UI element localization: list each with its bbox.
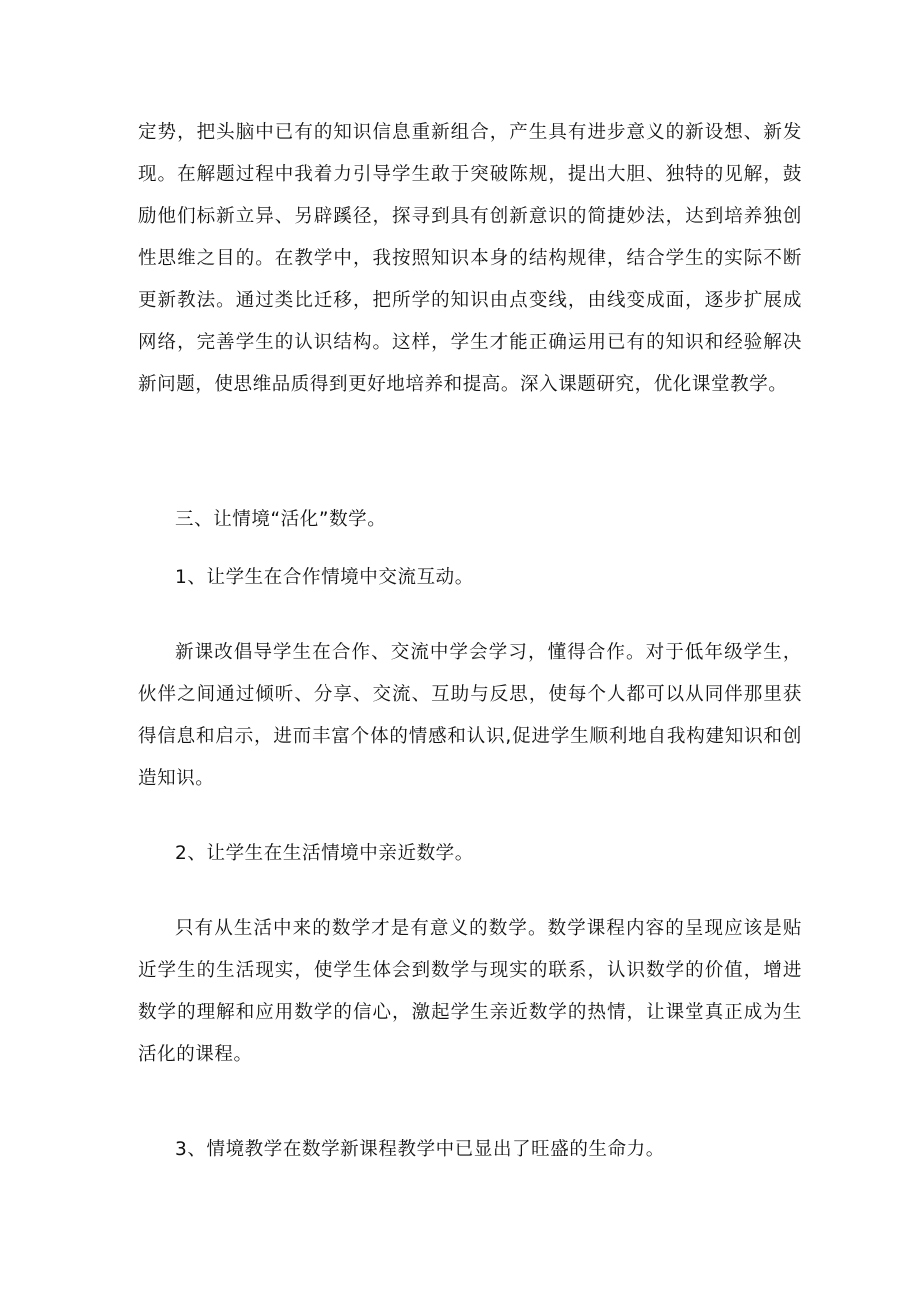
paragraph-cooperation: 新课改倡导学生在合作、交流中学会学习，懂得合作。对于低年级学生，伙伴之间通过倾听、分享、交流、互助与反思，使每个人都可以从同伴那里获得信息和启示，进而丰富个体的情感和认识,促进学生顺利地自我构建知识和创造知识。 [138,642,802,789]
subheading-situation-teaching: 3、情境教学在数学新课程教学中已显出了旺盛的生命力。 [175,1139,665,1160]
paragraph-creative-thinking: 定势，把头脑中已有的知识信息重新组合，产生具有进步意义的新设想、新发现。在解题过程中我着力引导学生敢于突破陈规，提出大胆、独特的见解，鼓励他们标新立异、另辟蹊径，探寻到具有创新意识的简捷妙法，达到培养独创性思维之目的。在教学中，我按照知识本身的结构规律，结合学生的实际不断更新教法。通过类比迁移，把所学的知识由点变线，由线变成面，逐步扩展成网络，完善学生的认识结构。这样，学生才能正确运用已有的知识和经验解决新问题，使思维品质得到更好地培养和提高。深入课题研究，优化课堂教学。 [138,122,802,395]
subheading-life-situation: 2、让学生在生活情境中亲近数学。 [175,843,474,864]
paragraph-life-situation: 只有从生活中来的数学才是有意义的数学。数学课程内容的呈现应该是贴近学生的生活现实，使学生体会到数学与现实的联系，认识数学的价值，增进数学的理解和应用数学的信心，激起学生亲近数学的热情，让课堂真正成为生活化的课程。 [138,918,802,1065]
section-heading-situation: 三、让情境“活化”数学。 [175,509,387,530]
subheading-cooperation: 1、让学生在合作情境中交流互动。 [175,567,474,588]
